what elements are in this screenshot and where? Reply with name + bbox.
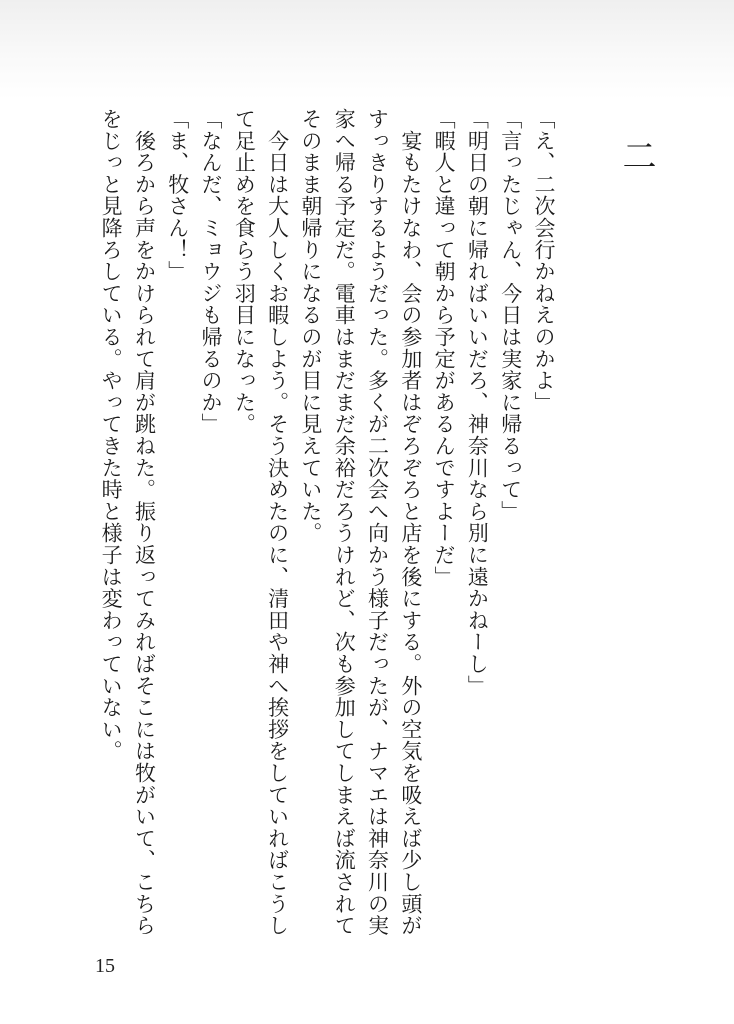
paragraph: 今日は大人しくお暇しよう。そう決めたのに、清田や神へ挨拶をしていればこうして足止めを食らう羽目になった。 [232, 108, 290, 937]
chapter-title: 二 [616, 138, 656, 173]
paragraph: 宴もたけなわ、会の参加者はぞろぞろと店を後にする。外の空気を吸えば少し頭がすっきりするようだった。多くが二次会へ向かう様子だったが、ナマエは神奈川の実家へ帰る予定だ。電車はまだまだ余裕だろうけれど、次も参加してしまえば流されてそのまま朝帰りになるのが目に見えていた。 [298, 108, 423, 937]
paragraph: 「ま、牧さん！」 [165, 108, 190, 283]
paragraph: 「明日の朝に帰ればいいだろ、神奈川なら別に遠かねーし」 [465, 108, 490, 697]
page-top-shadow [0, 0, 734, 100]
paragraph: 「暇人と違って朝から予定があるんですよーだ」 [432, 108, 457, 588]
page-number: 15 [95, 955, 115, 977]
paragraph: 「え、二次会行かねえのかよ」 [532, 108, 556, 414]
paragraph: 「なんだ、ミョウジも帰るのか」 [199, 108, 224, 435]
novel-page-body [86, 108, 656, 938]
paragraph: 後ろから声をかけられて肩が跳ねた。振り返ってみればそこには牧がいて、こちらをじっと見降ろしている。やってきた時と様子は変わっていない。 [99, 108, 157, 937]
paragraph: 「言ったじゃん、今日は実家に帰るって」 [498, 108, 523, 523]
